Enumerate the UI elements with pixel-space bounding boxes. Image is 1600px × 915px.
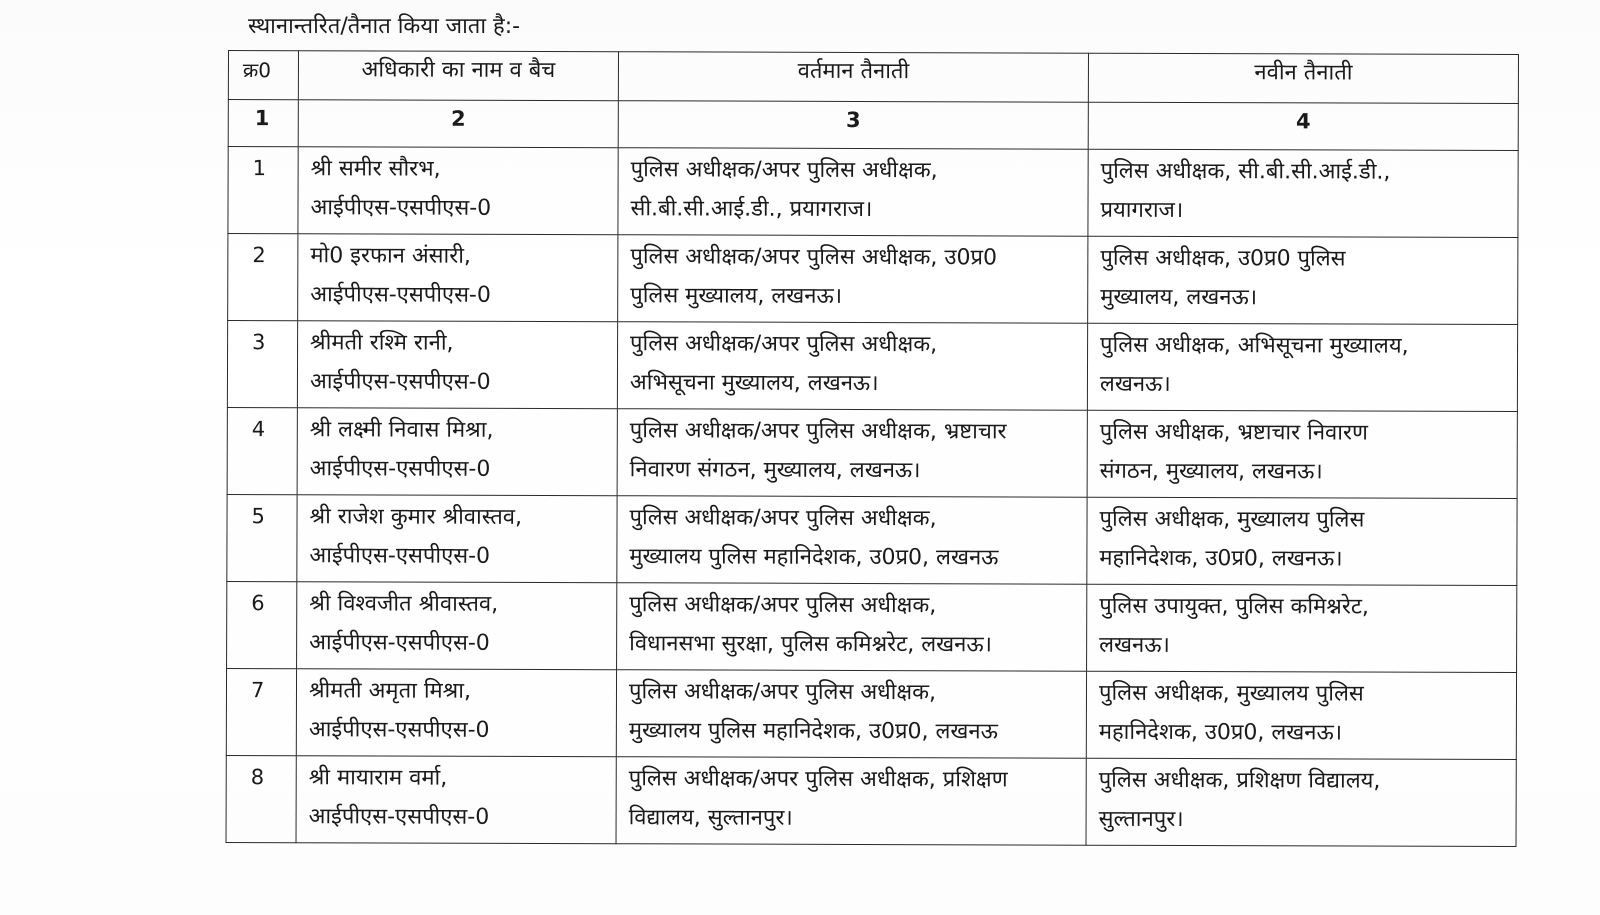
current-posting-cell [617, 322, 1087, 410]
current-posting-line: पुलिस अधीक्षक/अपर पुलिस अधीक्षक, भ्रष्टाचार [629, 418, 1007, 445]
table-row [226, 668, 1516, 759]
current-posting-line: मुख्यालय पुलिस महानिदेशक, उ0प्र0, लखनऊ [628, 718, 998, 745]
new-posting-line: सुल्तानपुर। [1098, 806, 1184, 833]
row-serial-number: 5 [227, 494, 297, 581]
current-posting-line: पुलिस अधीक्षक/अपर पुलिस अधीक्षक, [629, 505, 937, 532]
officer-name: मो0 इरफान अंसारी, [310, 243, 471, 269]
current-posting-line: सी.बी.सी.आई.डी., प्रयागराज। [630, 196, 873, 223]
column-number: 4 [1088, 102, 1518, 150]
current-posting-cell [617, 409, 1087, 497]
officer-cell [296, 669, 616, 757]
officer-name: श्रीमती अमृता मिश्रा, [308, 678, 472, 704]
current-posting-line: विद्यालय, सुल्तानपुर। [628, 805, 793, 831]
header-current-posting: वर्तमान तैनाती [618, 52, 1088, 102]
table-header-row [228, 51, 1518, 104]
table-row [228, 147, 1518, 238]
officer-name: श्री लक्ष्मी निवास मिश्रा, [309, 417, 494, 443]
new-posting-line: पुलिस उपायुक्त, पुलिस कमिश्नरेट, [1099, 593, 1369, 620]
new-posting-line: लखनऊ। [1099, 632, 1170, 658]
current-posting-line: पुलिस अधीक्षक/अपर पुलिस अधीक्षक, [629, 592, 937, 619]
table-row [227, 494, 1517, 585]
row-serial-number: 8 [226, 755, 296, 842]
new-posting-line: मुख्यालय, लखनऊ। [1100, 284, 1258, 311]
new-posting-line: पुलिस अधीक्षक, सी.बी.सी.आई.डी., [1100, 158, 1391, 185]
current-posting-line: विधानसभा सुरक्षा, पुलिस कमिश्नरेट, लखनऊ। [629, 631, 992, 658]
officer-cell [298, 234, 618, 322]
row-serial-number: 1 [228, 147, 298, 234]
header-serial-number: क्र0 [228, 51, 298, 100]
row-serial-number: 2 [228, 234, 298, 321]
table-row [227, 407, 1517, 498]
column-number-row [228, 100, 1518, 151]
column-number: 1 [228, 100, 298, 147]
new-posting-cell [1088, 236, 1518, 324]
table-row [227, 321, 1517, 412]
current-posting-cell [618, 148, 1088, 236]
new-posting-line: महानिदेशक, उ0प्र0, लखनऊ। [1098, 719, 1343, 746]
current-posting-cell [617, 496, 1087, 584]
new-posting-line: संगठन, मुख्यालय, लखनऊ। [1099, 458, 1323, 485]
row-serial-number: 3 [227, 321, 297, 408]
new-posting-line: पुलिस अधीक्षक, प्रशिक्षण विद्यालय, [1098, 767, 1381, 794]
new-posting-line: महानिदेशक, उ0प्र0, लखनऊ। [1099, 545, 1343, 572]
officer-name: श्री समीर सौरभ, [310, 156, 441, 182]
current-posting-line: पुलिस अधीक्षक/अपर पुलिस अधीक्षक, प्रशिक्षण [628, 766, 1008, 793]
current-posting-line: निवारण संगठन, मुख्यालय, लखनऊ। [629, 457, 921, 484]
current-posting-line: अभिसूचना मुख्यालय, लखनऊ। [629, 370, 879, 397]
officer-batch: आईपीएस-एसपीएस-0 [310, 195, 492, 221]
officer-name: श्री विश्वजीत श्रीवास्तव, [309, 591, 499, 617]
officer-cell [297, 408, 617, 496]
new-posting-cell [1087, 584, 1517, 672]
officer-cell [297, 582, 617, 670]
officer-cell [297, 321, 617, 409]
new-posting-cell [1087, 497, 1517, 585]
officer-batch: आईपीएस-एसपीएस-0 [308, 804, 490, 830]
officer-name: श्री राजेश कुमार श्रीवास्तव, [309, 504, 523, 530]
new-posting-cell [1087, 323, 1517, 411]
new-posting-cell [1088, 149, 1518, 237]
transfer-posting-table [226, 50, 1519, 847]
current-posting-line: पुलिस अधीक्षक/अपर पुलिस अधीक्षक, [630, 331, 938, 358]
officer-batch: आईपीएस-एसपीएस-0 [309, 456, 491, 482]
row-serial-number: 4 [227, 407, 297, 494]
new-posting-line: पुलिस अधीक्षक, मुख्यालय पुलिस [1099, 506, 1365, 533]
new-posting-line: पुलिस अधीक्षक, मुख्यालय पुलिस [1098, 680, 1364, 707]
table-row [228, 234, 1518, 325]
officer-cell [298, 147, 618, 235]
row-serial-number: 7 [226, 668, 296, 755]
current-posting-line: पुलिस अधीक्षक/अपर पुलिस अधीक्षक, उ0प्र0 [630, 244, 998, 271]
current-posting-line: मुख्यालय पुलिस महानिदेशक, उ0प्र0, लखनऊ [629, 544, 999, 571]
table-row [226, 755, 1516, 846]
column-number: 3 [618, 101, 1088, 149]
new-posting-line: प्रयागराज। [1100, 197, 1184, 224]
officer-batch: आईपीएस-एसपीएस-0 [310, 282, 491, 308]
current-posting-cell [616, 670, 1086, 758]
new-posting-line: लखनऊ। [1099, 371, 1171, 397]
officer-batch: आईपीएस-एसपीएस-0 [308, 717, 490, 743]
officer-cell [296, 756, 616, 844]
table-row [227, 581, 1517, 672]
header-officer-name-batch: अधिकारी का नाम व बैच [298, 51, 618, 101]
officer-name: श्री मायाराम वर्मा, [308, 765, 448, 791]
column-number: 2 [298, 100, 618, 148]
officer-batch: आईपीएस-एसपीएस-0 [309, 543, 491, 569]
officer-cell [297, 495, 617, 583]
new-posting-line: पुलिस अधीक्षक, अभिसूचना मुख्यालय, [1100, 332, 1409, 359]
officer-batch: आईपीएस-एसपीएस-0 [309, 369, 491, 395]
new-posting-cell [1087, 410, 1517, 498]
current-posting-line: पुलिस मुख्यालय, लखनऊ। [630, 283, 843, 309]
new-posting-cell [1086, 671, 1516, 759]
current-posting-line: पुलिस अधीक्षक/अपर पुलिस अधीक्षक, [630, 157, 938, 184]
row-serial-number: 6 [227, 581, 297, 668]
current-posting-cell [618, 235, 1088, 323]
current-posting-cell [616, 757, 1086, 845]
new-posting-cell [1086, 758, 1516, 846]
header-new-posting: नवीन तैनाती [1088, 53, 1518, 103]
officer-batch: आईपीएस-एसपीएस-0 [309, 630, 490, 656]
officer-name: श्रीमती रश्मि रानी, [310, 330, 454, 356]
intro-text: स्थानान्तरित/तैनात किया जाता है:- [248, 14, 521, 39]
current-posting-cell [617, 583, 1087, 671]
new-posting-line: पुलिस अधीक्षक, उ0प्र0 पुलिस [1100, 245, 1346, 272]
current-posting-line: पुलिस अधीक्षक/अपर पुलिस अधीक्षक, [628, 679, 937, 706]
new-posting-line: पुलिस अधीक्षक, भ्रष्टाचार निवारण [1099, 419, 1368, 446]
